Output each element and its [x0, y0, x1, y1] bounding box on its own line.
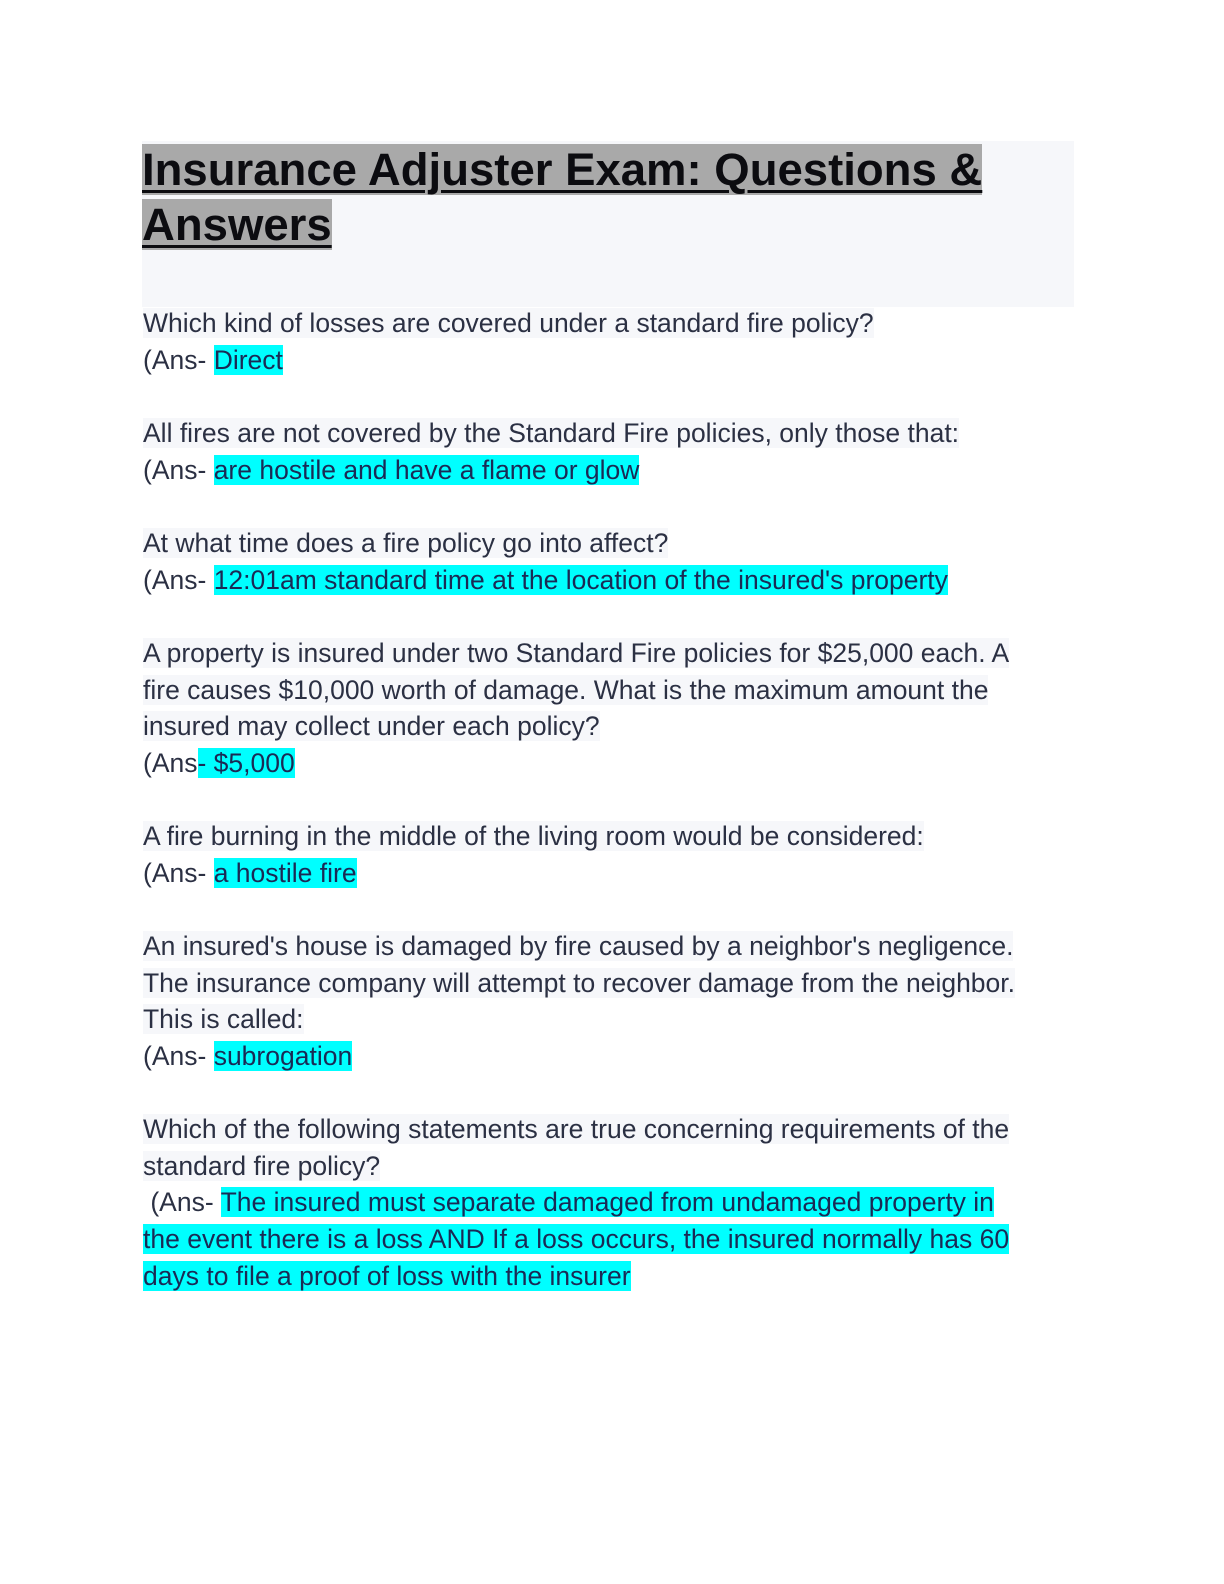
- answer-text: the event there is a loss AND If a loss occurs, the insured normally has 60: [143, 1224, 1010, 1255]
- qa-item-3: [143, 525, 1073, 598]
- qa-item-7: [143, 1111, 1073, 1295]
- question-text: standard fire policy?: [143, 1150, 381, 1181]
- answer-text: Direct: [213, 344, 283, 375]
- question-text: Which kind of losses are covered under a standard fire policy?: [143, 308, 874, 338]
- answer-prefix: (Ans: [143, 748, 198, 779]
- qa-item-1: [143, 305, 1073, 378]
- question-text: A property is insured under two Standard Fire policies for $25,000 each. A: [143, 638, 1010, 668]
- question-text: fire causes $10,000 worth of damage. What is the maximum amount the: [143, 674, 989, 705]
- answer-text: a hostile fire: [213, 857, 357, 888]
- question-text: The insurance company will attempt to recover damage from the neighbor.: [143, 967, 1016, 998]
- qa-item-5: [143, 818, 1073, 891]
- answer-prefix: (Ans-: [143, 564, 214, 595]
- answer-prefix: (Ans-: [143, 1041, 214, 1072]
- question-text: A fire burning in the middle of the living room would be considered:: [143, 821, 924, 851]
- question-text: insured may collect under each policy?: [143, 711, 600, 742]
- answer-prefix: (Ans-: [143, 454, 214, 485]
- qa-item-2: [143, 415, 1073, 488]
- answer-text: days to file a proof of loss with the insurer: [143, 1260, 631, 1291]
- title-line-2: Answers: [142, 199, 332, 250]
- page-title: [142, 142, 1062, 252]
- title-block: [142, 141, 1074, 307]
- answer-text: are hostile and have a flame or glow: [213, 454, 640, 485]
- answer-prefix: (Ans-: [143, 344, 214, 375]
- qa-item-4: [143, 635, 1073, 782]
- qa-item-6: [143, 928, 1073, 1075]
- answer-text: - $5,000: [197, 748, 295, 779]
- question-text: Which of the following statements are true concerning requirements of the: [143, 1114, 1010, 1144]
- question-text: At what time does a fire policy go into affect?: [143, 528, 669, 558]
- question-text: This is called:: [143, 1004, 304, 1035]
- question-text: An insured's house is damaged by fire caused by a neighbor's negligence.: [143, 931, 1014, 961]
- answer-text: subrogation: [213, 1041, 353, 1072]
- answer-prefix: (Ans-: [143, 1187, 221, 1218]
- answer-prefix: (Ans-: [143, 857, 214, 888]
- answer-text: 12:01am standard time at the location of the insured's property: [213, 564, 948, 595]
- title-line-1: Insurance Adjuster Exam: Questions &: [142, 144, 983, 195]
- answer-text: The insured must separate damaged from undamaged property in: [220, 1187, 994, 1218]
- question-text: All fires are not covered by the Standard Fire policies, only those that:: [143, 418, 960, 448]
